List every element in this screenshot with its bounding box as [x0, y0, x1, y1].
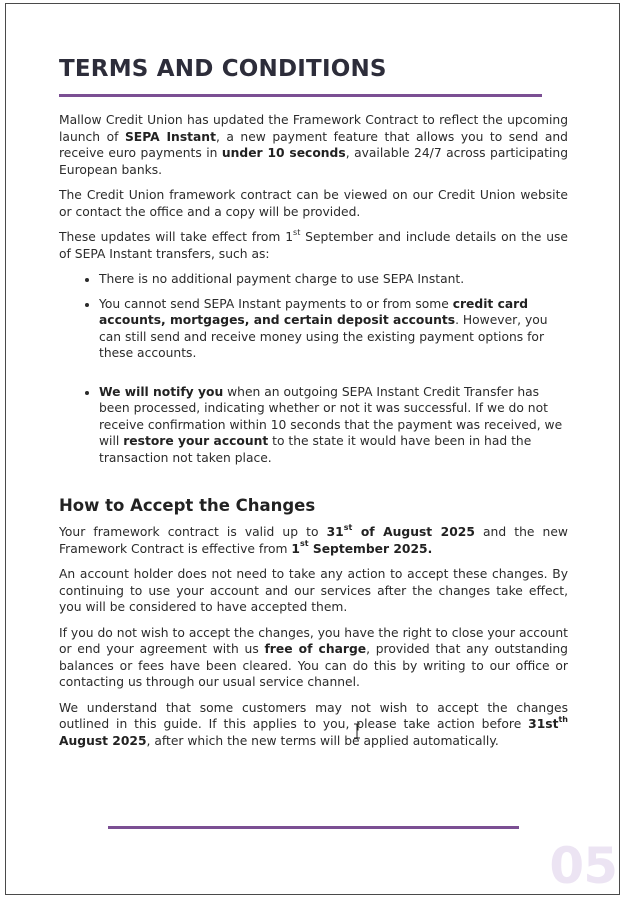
- document-content: [59, 54, 568, 758]
- section-paragraph-3: If you do not wish to accept the changes, you have the right to close your account or end your agreement with us free of charge, provided that any outstanding balances or fees have been cleared. You can do this by writing to our office or contacting us through our usual service channel.: [59, 625, 568, 689]
- page-title: TERMS AND CONDITIONS: [59, 56, 387, 82]
- section-paragraph-1: Your framework contract is valid up to 31st of August 2025 and the new Framework Contract is effective from 1st September 2025.: [59, 522, 568, 556]
- list-item: • We will notify you when an outgoing SEPA Instant Credit Transfer has been processed, indicating whether or not it was successful. If we do not receive confirmation within 10 seconds that the payment was received, we will restore your account to the state it would have been in had the transaction not taken place.: [99, 384, 568, 467]
- intro-paragraph-1: Mallow Credit Union has updated the Framework Contract to reflect the upcoming launch of SEPA Instant, a new payment feature that allows you to send and receive euro payments in under 10 seconds, available 24/7 across participating European banks.: [59, 113, 569, 177]
- title-divider: [59, 94, 542, 97]
- footer-divider: [108, 826, 519, 829]
- intro-paragraph-3: These updates will take effect from 1st September and include details on the use of SEPA Instant transfers, such as:: [59, 227, 568, 261]
- section-paragraph-2: An account holder does not need to take any action to accept these changes. By continuing to use your account and our services after the changes take effect, you will be considered to have accepted them.: [59, 567, 568, 614]
- sepa-details-list: [59, 271, 568, 466]
- section-heading: How to Accept the Changes: [59, 496, 316, 515]
- list-item: • You cannot send SEPA Instant payments to or from some credit card accounts, mortgages, and certain deposit accounts. However, you can still send and receive money using the existing payment options for these accounts.: [99, 296, 568, 362]
- page-number: 05: [549, 837, 617, 895]
- list-item: • There is no additional payment charge to use SEPA Instant.: [99, 271, 568, 288]
- text-cursor-icon: [352, 723, 362, 739]
- section-paragraph-4: We understand that some customers may not wish to accept the changes outlined in this guide. If this applies to you, please take action before $31st^{th}$ August 2025, after which the new terms will be applied automatically.: [59, 700, 568, 748]
- intro-paragraph-2: The Credit Union framework contract can be viewed on our Credit Union website or contact the office and a copy will be provided.: [59, 188, 568, 219]
